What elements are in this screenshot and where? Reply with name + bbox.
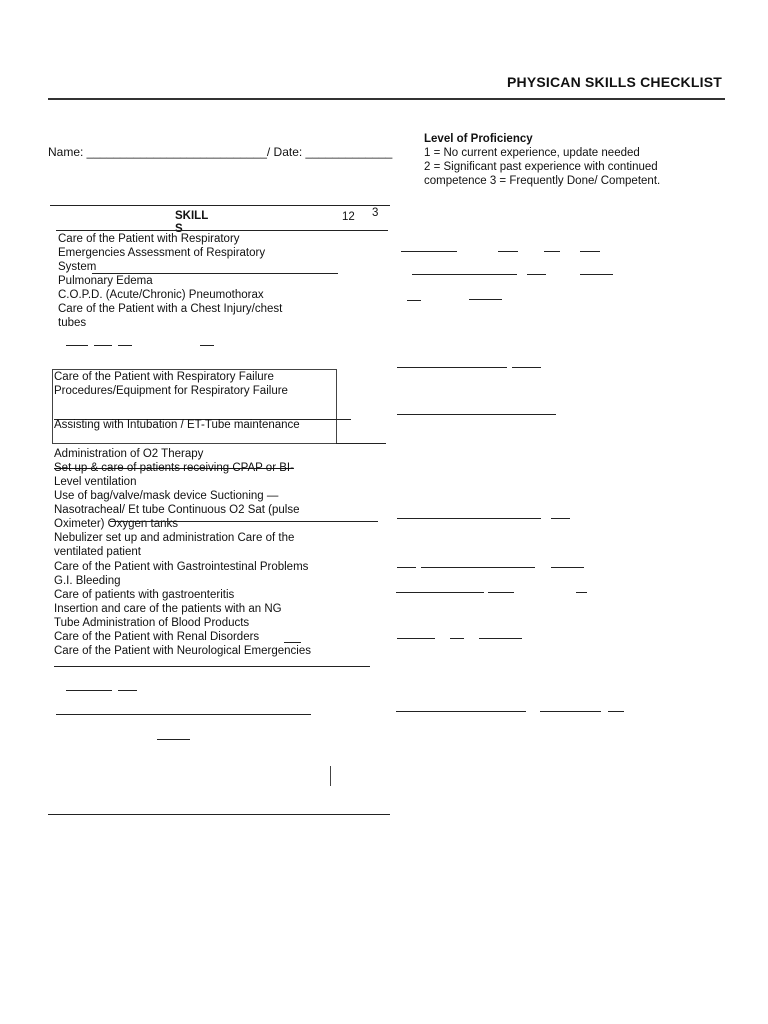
- rating-blank[interactable]: [118, 345, 132, 346]
- proficiency-level-3: competence 3 = Frequently Done/ Competent.: [424, 175, 661, 187]
- document-title: PHYSICAN SKILLS CHECKLIST: [506, 74, 722, 90]
- skill-item: Insertion and care of the patients with an NG: [54, 603, 282, 615]
- rating-blank[interactable]: [450, 638, 464, 639]
- rating-blank[interactable]: [284, 642, 301, 643]
- skill-item: Use of bag/valve/mask device Suctioning —: [54, 490, 279, 502]
- skill-item: Care of the Patient with Gastrointestinal Problems: [54, 561, 309, 573]
- skill-item: Administration of O2 Therapy: [54, 448, 204, 460]
- skill-item: Tube Administration of Blood Products: [54, 617, 250, 629]
- level-1-2-header: 12: [342, 211, 355, 223]
- rating-blank[interactable]: [498, 251, 518, 252]
- rating-blank[interactable]: [580, 251, 600, 252]
- rating-blank[interactable]: [397, 638, 435, 639]
- table-top-rule: [50, 205, 390, 206]
- row-rule: [54, 666, 370, 667]
- rating-blank[interactable]: [512, 367, 541, 368]
- skill-item: Care of patients with gastroenteritis: [54, 589, 235, 601]
- title-rule: [48, 98, 725, 100]
- rating-blank[interactable]: [488, 592, 514, 593]
- skill-item: Care of the Patient with Respiratory Failure: [54, 371, 274, 383]
- rating-blank[interactable]: [396, 592, 484, 593]
- rating-blank[interactable]: [407, 300, 421, 301]
- rating-blank[interactable]: [396, 711, 526, 712]
- rating-blank[interactable]: [118, 690, 137, 691]
- skill-item: Nasotracheal/ Et tube Continuous O2 Sat (pulse: [54, 504, 300, 516]
- skill-item: System: [58, 261, 97, 273]
- rating-blank[interactable]: [397, 567, 416, 568]
- skill-item: Procedures/Equipment for Respiratory Failure: [54, 385, 288, 397]
- rating-blank[interactable]: [200, 345, 214, 346]
- rating-blank[interactable]: [580, 274, 613, 275]
- rating-blank[interactable]: [479, 638, 522, 639]
- row-rule: [110, 521, 378, 522]
- skill-item: Oximeter) Oxygen tanks: [54, 518, 178, 530]
- rating-blank[interactable]: [469, 299, 502, 300]
- rating-blank[interactable]: [576, 592, 587, 593]
- table-bottom-rule: [48, 814, 390, 815]
- rating-blank[interactable]: [397, 518, 541, 519]
- rating-blank[interactable]: [66, 345, 88, 346]
- level-3-header: 3: [372, 207, 379, 219]
- row-rule: [336, 443, 386, 444]
- row-rule: [56, 714, 311, 715]
- skill-item: Nebulizer set up and administration Care of the: [54, 532, 295, 544]
- skill-item: G.I. Bleeding: [54, 575, 121, 587]
- rating-blank[interactable]: [540, 711, 601, 712]
- proficiency-level-2: 2 = Significant past experience with continued: [424, 161, 658, 173]
- skills-column-header: SKILL: [175, 210, 209, 222]
- skill-item: ventilated patient: [54, 546, 141, 558]
- rating-blank[interactable]: [551, 567, 584, 568]
- skill-item: tubes: [58, 317, 87, 329]
- rating-blank[interactable]: [66, 690, 112, 691]
- skills-column-header-wrap: S: [175, 223, 183, 235]
- skill-item: Care of the Patient with Renal Disorders: [54, 631, 260, 643]
- skill-item: Care of the Patient with Respiratory: [58, 233, 240, 245]
- skill-item: Pulmonary Edema: [58, 275, 153, 287]
- rating-blank[interactable]: [401, 251, 457, 252]
- rating-blank[interactable]: [551, 518, 570, 519]
- rating-blank[interactable]: [608, 711, 624, 712]
- rating-blank[interactable]: [421, 567, 535, 568]
- skill-item: Set up & care of patients receiving CPAP or BI-: [54, 462, 294, 474]
- proficiency-heading: Level of Proficiency: [424, 133, 533, 145]
- skill-item: Level ventilation: [54, 476, 137, 488]
- skill-item: Care of the Patient with Neurological Emergencies: [54, 645, 311, 657]
- skill-item: Emergencies Assessment of Respiratory: [58, 247, 266, 259]
- rating-blank[interactable]: [397, 367, 507, 368]
- name-date-field[interactable]: Name: ___________________________/ Date: _____________: [48, 145, 393, 159]
- rating-blank[interactable]: [397, 414, 556, 415]
- skill-item: Care of the Patient with a Chest Injury/chest: [58, 303, 283, 315]
- margin-mark: [330, 766, 331, 786]
- table-header-rule: [56, 230, 388, 231]
- skill-item: C.O.P.D. (Acute/Chronic) Pneumothorax: [58, 289, 264, 301]
- rating-blank[interactable]: [94, 345, 112, 346]
- proficiency-level-1: 1 = No current experience, update needed: [424, 147, 640, 159]
- skill-item: Assisting with Intubation / ET-Tube maintenance: [54, 419, 300, 431]
- rating-blank[interactable]: [412, 274, 517, 275]
- rating-blank[interactable]: [157, 739, 190, 740]
- rating-blank[interactable]: [544, 251, 560, 252]
- rating-blank[interactable]: [527, 274, 546, 275]
